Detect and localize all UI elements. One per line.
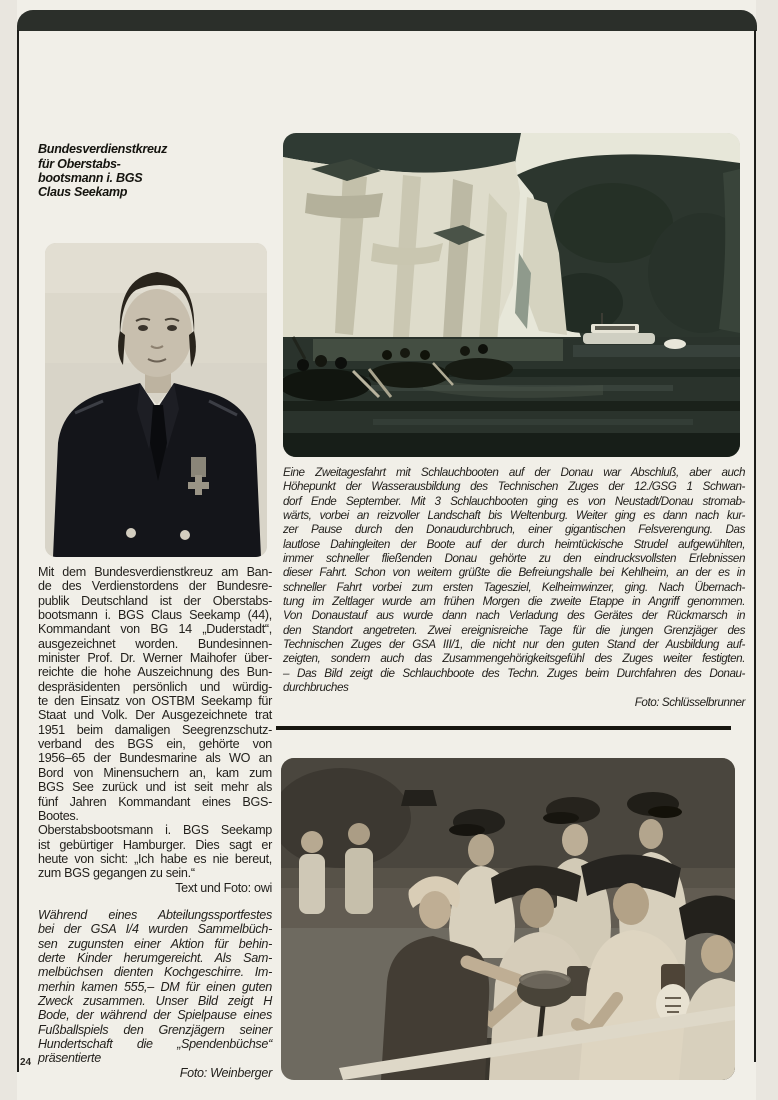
crowd-illustration	[281, 758, 735, 1080]
text-line: Technischen Zuges der GSA III/1, die nicht nur den guten Stand der Ausbildung auf-	[283, 638, 745, 652]
donau-illustration	[283, 133, 740, 457]
text-line: tung im Zeltlager wurde am frühen Morgen die zweite Etappe in Angriff genommen.	[283, 595, 745, 609]
text-line: Während eines Abteilungssportfestes	[38, 908, 272, 922]
text-line: reichte die hohe Auszeichnung des Bun-	[38, 665, 272, 680]
text-line: wärts, vorbei an reizvoller Landschaft bis Weltenburg. Weiter ging es dann nach kur-	[283, 509, 745, 523]
text-line: schneller Fahrt vorbei zum ersten Tagesziel, Kelheimwinzer, ging. Nach Übernach-	[283, 580, 745, 594]
award-headline	[38, 142, 288, 199]
text-line: 1956–65 der Bundesmarine als WO an	[38, 751, 272, 766]
right-page-margin	[756, 0, 778, 1100]
text-line: Oberstabsbootsmann i. BGS Seekamp	[38, 823, 272, 838]
text-line: Zweck zusammen. Unser Bild zeigt H	[38, 994, 272, 1009]
text-line: zeigten, sondern auch das Zusammengehörigkeitsgefühl des Zuges weiter festigten.	[283, 652, 745, 666]
donation-note	[38, 908, 272, 1080]
text-line: für Oberstabs-	[38, 156, 121, 171]
page-frame-top-band	[17, 10, 757, 31]
text-line: Höhepunkt der Wasserausbildung des Technischen Zuges der 12./GSG 1 Schwan-	[283, 480, 745, 494]
donau-caption-credit: Foto: Schlüsselbrunner	[634, 695, 745, 709]
text-line: Claus Seekamp	[38, 185, 128, 200]
text-line: Mit dem Bundesverdienstkreuz am Ban-	[38, 565, 272, 579]
text-line: Fußballspiels den Grenzjägern seiner	[38, 1022, 272, 1037]
award-article-credit: Text und Foto: owi	[175, 880, 272, 895]
award-article-body	[38, 565, 272, 895]
text-line: Bootes.	[38, 808, 79, 823]
donau-durchbruch-photo	[283, 133, 740, 457]
text-line: 1951 beim damaligen Seegrenzschutz-	[38, 722, 272, 737]
text-line: bootsmann i. BGS	[38, 171, 143, 186]
spendenbuechse-crowd-photo	[281, 758, 735, 1080]
page-frame-right-rule	[754, 30, 756, 1062]
text-line: lautlose Dahingleiten der Boote auf der durch heimtückische Strudel aufgewühlten,	[283, 537, 745, 551]
text-line: immer schneller fließenden Donau gehörte zu den eindrucksvollsten Erlebnissen	[283, 552, 745, 566]
left-page-margin	[0, 0, 17, 1100]
text-line: ausgezeichnet worden. Bundesinnen-	[38, 636, 272, 651]
text-line: bei der GSA I/4 wurden Sammelbüch-	[38, 922, 272, 937]
text-line: Bord von Minensuchern an, kam zum	[38, 765, 272, 780]
text-line: Staat und Volk. Der Ausgezeichnete trat	[38, 708, 272, 723]
donau-caption-paragraphs	[283, 466, 745, 696]
text-line: Von Donaustauf aus wurde dann nach Verladung des Gerätes der Rückmarsch in	[283, 609, 745, 623]
text-line: – Das Bild zeigt die Schlauchboote des Techn. Zuges beim Durchfahren des Donau-	[283, 666, 745, 680]
portrait-illustration	[45, 243, 267, 557]
text-line: derte Kinder herumgereicht. Als Sam-	[38, 951, 272, 966]
text-line: Hundertschaft die „Spendenbüchse“	[38, 1037, 272, 1052]
text-line: Eine Zweitagesfahrt mit Schlauchbooten auf der Donau war Abschluß, aber auch	[283, 466, 745, 479]
jacket-button	[126, 528, 136, 538]
text-line: fünf Jahren Kommandant eines BGS-	[38, 794, 272, 809]
text-line: BGS See zurück und ist seit mehr als	[38, 780, 272, 795]
text-line: präsentierte	[38, 1051, 101, 1066]
text-line: dorf Ende September. Mit 3 Schlauchbooten ging es von Neustadt/Donau stromab-	[283, 494, 745, 508]
donation-note-paragraphs	[38, 908, 272, 1066]
text-line: verband des BGS ein, gehörte von	[38, 737, 272, 752]
text-line: Bundesverdienstkreuz	[38, 142, 168, 157]
text-line: despräsidenten persönlich und würdig-	[38, 679, 272, 694]
text-line: sen zugunsten einer Aktion für behin-	[38, 936, 272, 951]
text-line: Bode, der während der Spielpause eines	[38, 1008, 272, 1023]
text-line: minister Prof. Dr. Werner Maihofer über-	[38, 651, 272, 666]
text-line: te den Einsatz von OSTBM Seekamp für	[38, 694, 272, 709]
text-line: publik Deutschland ist der Oberstabs-	[38, 593, 272, 608]
text-line: zum BGS gegangen zu sein.“	[38, 866, 195, 881]
donation-note-credit: Foto: Weinberger	[179, 1065, 272, 1080]
portrait-photo-claus-seekamp	[45, 243, 267, 557]
text-line: dieser Fahrt. Schon von weitem grüßte die Befreiungshalle bei Kehlheim, an der es in	[283, 566, 745, 580]
text-line: melbüchsen dienten Kochgeschirre. Im-	[38, 965, 272, 980]
jacket-button	[180, 530, 190, 540]
text-line: ist gebürtiger Hamburger. Dies sagt er	[38, 837, 272, 852]
text-line: de des Verdienstordens der Bundesre-	[38, 579, 272, 594]
text-line: Kommandant von BG 14 „Duderstadt“,	[38, 622, 272, 637]
text-line: zer Pause durch den Donaudurchbruch, einer gigantischen Felsverengung. Das	[283, 523, 745, 537]
section-divider-rule	[276, 726, 731, 730]
text-line: heute von sicht: „Ich habe es nie bereut,	[38, 851, 272, 866]
page-number: 24	[20, 1057, 32, 1068]
donau-caption	[283, 466, 745, 710]
page-frame-left-rule	[17, 30, 19, 1072]
text-line: merhin kamen 555,– DM für einen guten	[38, 979, 272, 994]
text-line: bootsmann i. BGS Claus Seekamp (44),	[38, 608, 272, 623]
text-line: durchbruches	[283, 681, 349, 695]
award-article-paragraphs	[38, 565, 272, 881]
text-line: den Standort angetreten. Zwei ereignisreiche Tage für die jungen Grenzjäger des	[283, 623, 745, 637]
